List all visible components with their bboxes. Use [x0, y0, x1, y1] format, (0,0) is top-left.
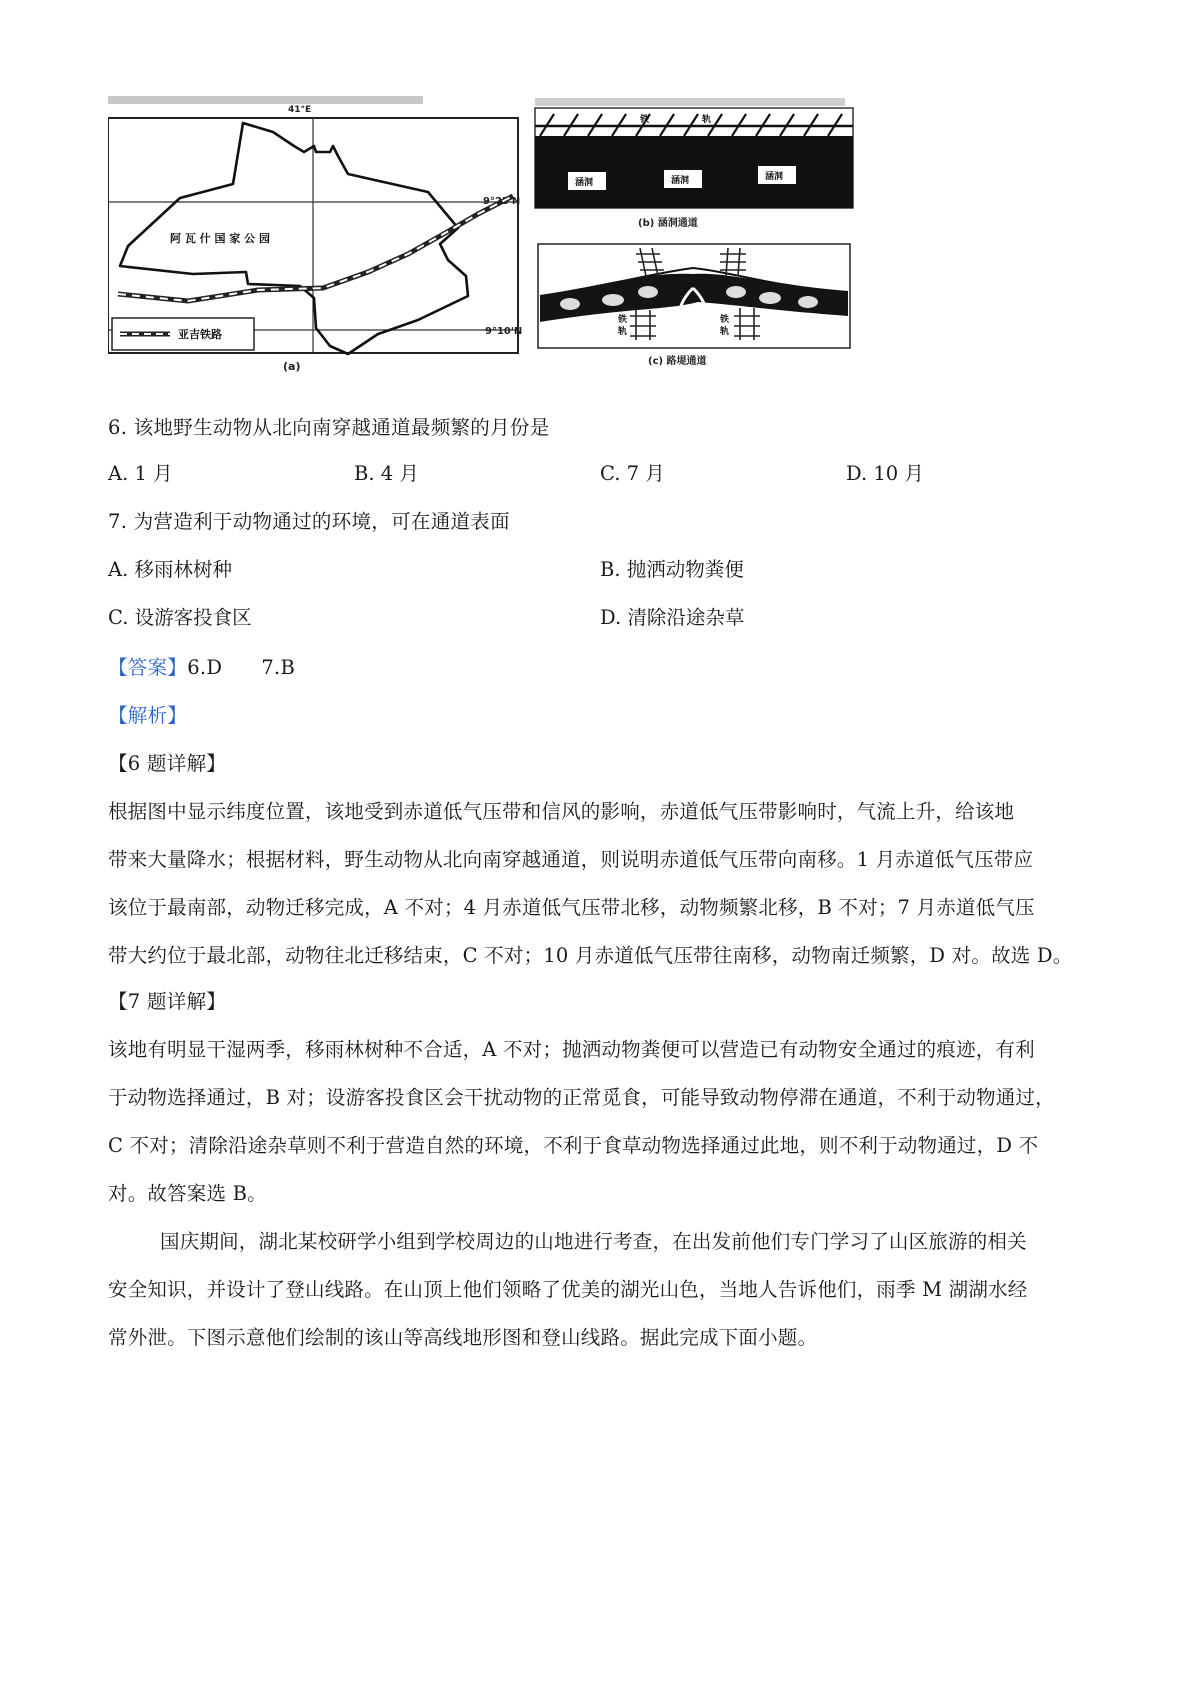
park-name: 阿 瓦 什 国 家 公 园	[170, 232, 270, 245]
panel-c-rail-right-2: 轨	[720, 327, 730, 337]
q7-detail-line-2: 于动物选择通过，B 对；设游客投食区会干扰动物的正常觅食，可能导致动物停滞在通道，不利于动物通过，	[108, 1086, 1055, 1109]
map-a-legend: 亚吉铁路	[178, 328, 222, 341]
culvert-label-3: 涵洞	[765, 172, 784, 182]
map-a-caption: (a)	[283, 360, 301, 373]
q6-option-a[interactable]: A. 1 月	[108, 462, 173, 485]
q6-detail-line-4: 带大约位于最北部，动物往北迁移结束，C 不对；10 月赤道低气压带往南移，动物南迁频繁，D 对。故选 D。	[108, 944, 1073, 967]
q7-stem: 7. 为营造利于动物通过的环境，可在通道表面	[108, 510, 510, 533]
answer-text: 6.D 7.B	[187, 656, 296, 679]
q7-detail-line-1: 该地有明显干湿两季，移雨林树种不合适，A 不对；抛洒动物粪便可以营造已有动物安全通过的痕迹，有利	[108, 1038, 1035, 1061]
panel-c-rail-left-1: 铁	[618, 315, 628, 325]
panel-c-rail-left-2: 轨	[618, 327, 628, 337]
intro-line-1: 国庆期间，湖北某校研学小组到学校周边的山地进行考查，在出发前他们专门学习了山区旅游的相关	[160, 1230, 1027, 1253]
question-figure	[108, 96, 926, 394]
q7-detail-line-3: C 不对；清除沿途杂草则不利于营造自然的环境，不利于食草动物选择通过此地，则不利于动物通过，D 不	[108, 1134, 1039, 1157]
answer-line	[108, 652, 295, 680]
q7-option-b[interactable]: B. 抛洒动物粪便	[600, 558, 744, 581]
panel-b-rail-char-1: 铁	[640, 115, 650, 125]
panel-b	[535, 98, 853, 229]
q6-detail-line-1: 根据图中显示纬度位置，该地受到赤道低气压带和信风的影响，赤道低气压带影响时，气流上升，给该地	[108, 800, 1015, 823]
q6-option-d[interactable]: D. 10 月	[846, 462, 924, 485]
q6-option-c[interactable]: C. 7 月	[600, 462, 665, 485]
map-a-lat-lower: 9°10'N	[485, 326, 523, 337]
culvert-label-2: 涵洞	[671, 176, 690, 186]
intro-line-3: 常外泄。下图示意他们绘制的该山等高线地形图和登山线路。据此完成下面小题。	[108, 1326, 818, 1349]
analysis-heading	[108, 700, 187, 728]
map-a	[108, 96, 522, 373]
railway-line	[118, 196, 513, 301]
panel-b-rail-char-2: 轨	[702, 115, 712, 125]
q6-detail-heading: 【6 题详解】	[108, 752, 227, 775]
q7-option-c[interactable]: C. 设游客投食区	[108, 606, 252, 629]
panel-c	[538, 244, 850, 367]
answer-label: 【答案】	[108, 656, 188, 679]
panel-c-caption: (c) 路堤通道	[648, 356, 707, 367]
analysis-label: 【解析】	[108, 704, 188, 727]
q7-detail-line-4: 对。故答案选 B。	[108, 1182, 267, 1205]
culvert-label-1: 涵洞	[575, 178, 594, 188]
panel-b-caption: (b) 涵洞通道	[638, 218, 698, 229]
q6-option-b[interactable]: B. 4 月	[354, 462, 419, 485]
map-a-top-lon: 41°E	[288, 105, 312, 115]
map-a-lat-upper: 9°25'N	[483, 196, 521, 207]
q7-option-d[interactable]: D. 清除沿途杂草	[600, 606, 745, 629]
panel-c-rail-right-1: 铁	[720, 315, 730, 325]
intro-line-2: 安全知识，并设计了登山线路。在山顶上他们领略了优美的湖光山色，当地人告诉他们，雨季 M 湖湖水经	[108, 1278, 1028, 1301]
q6-detail-line-3: 该位于最南部，动物迁移完成，A 不对；4 月赤道低气压带北移，动物频繁北移，B 不对；7 月赤道低气压	[108, 896, 1035, 919]
q7-detail-heading: 【7 题详解】	[108, 990, 227, 1013]
q6-stem: 6. 该地野生动物从北向南穿越通道最频繁的月份是	[108, 416, 550, 439]
q7-option-a[interactable]: A. 移雨林树种	[108, 558, 232, 581]
q6-detail-line-2: 带来大量降水；根据材料，野生动物从北向南穿越通道，则说明赤道低气压带向南移。1 月赤道低气压带应	[108, 848, 1034, 871]
